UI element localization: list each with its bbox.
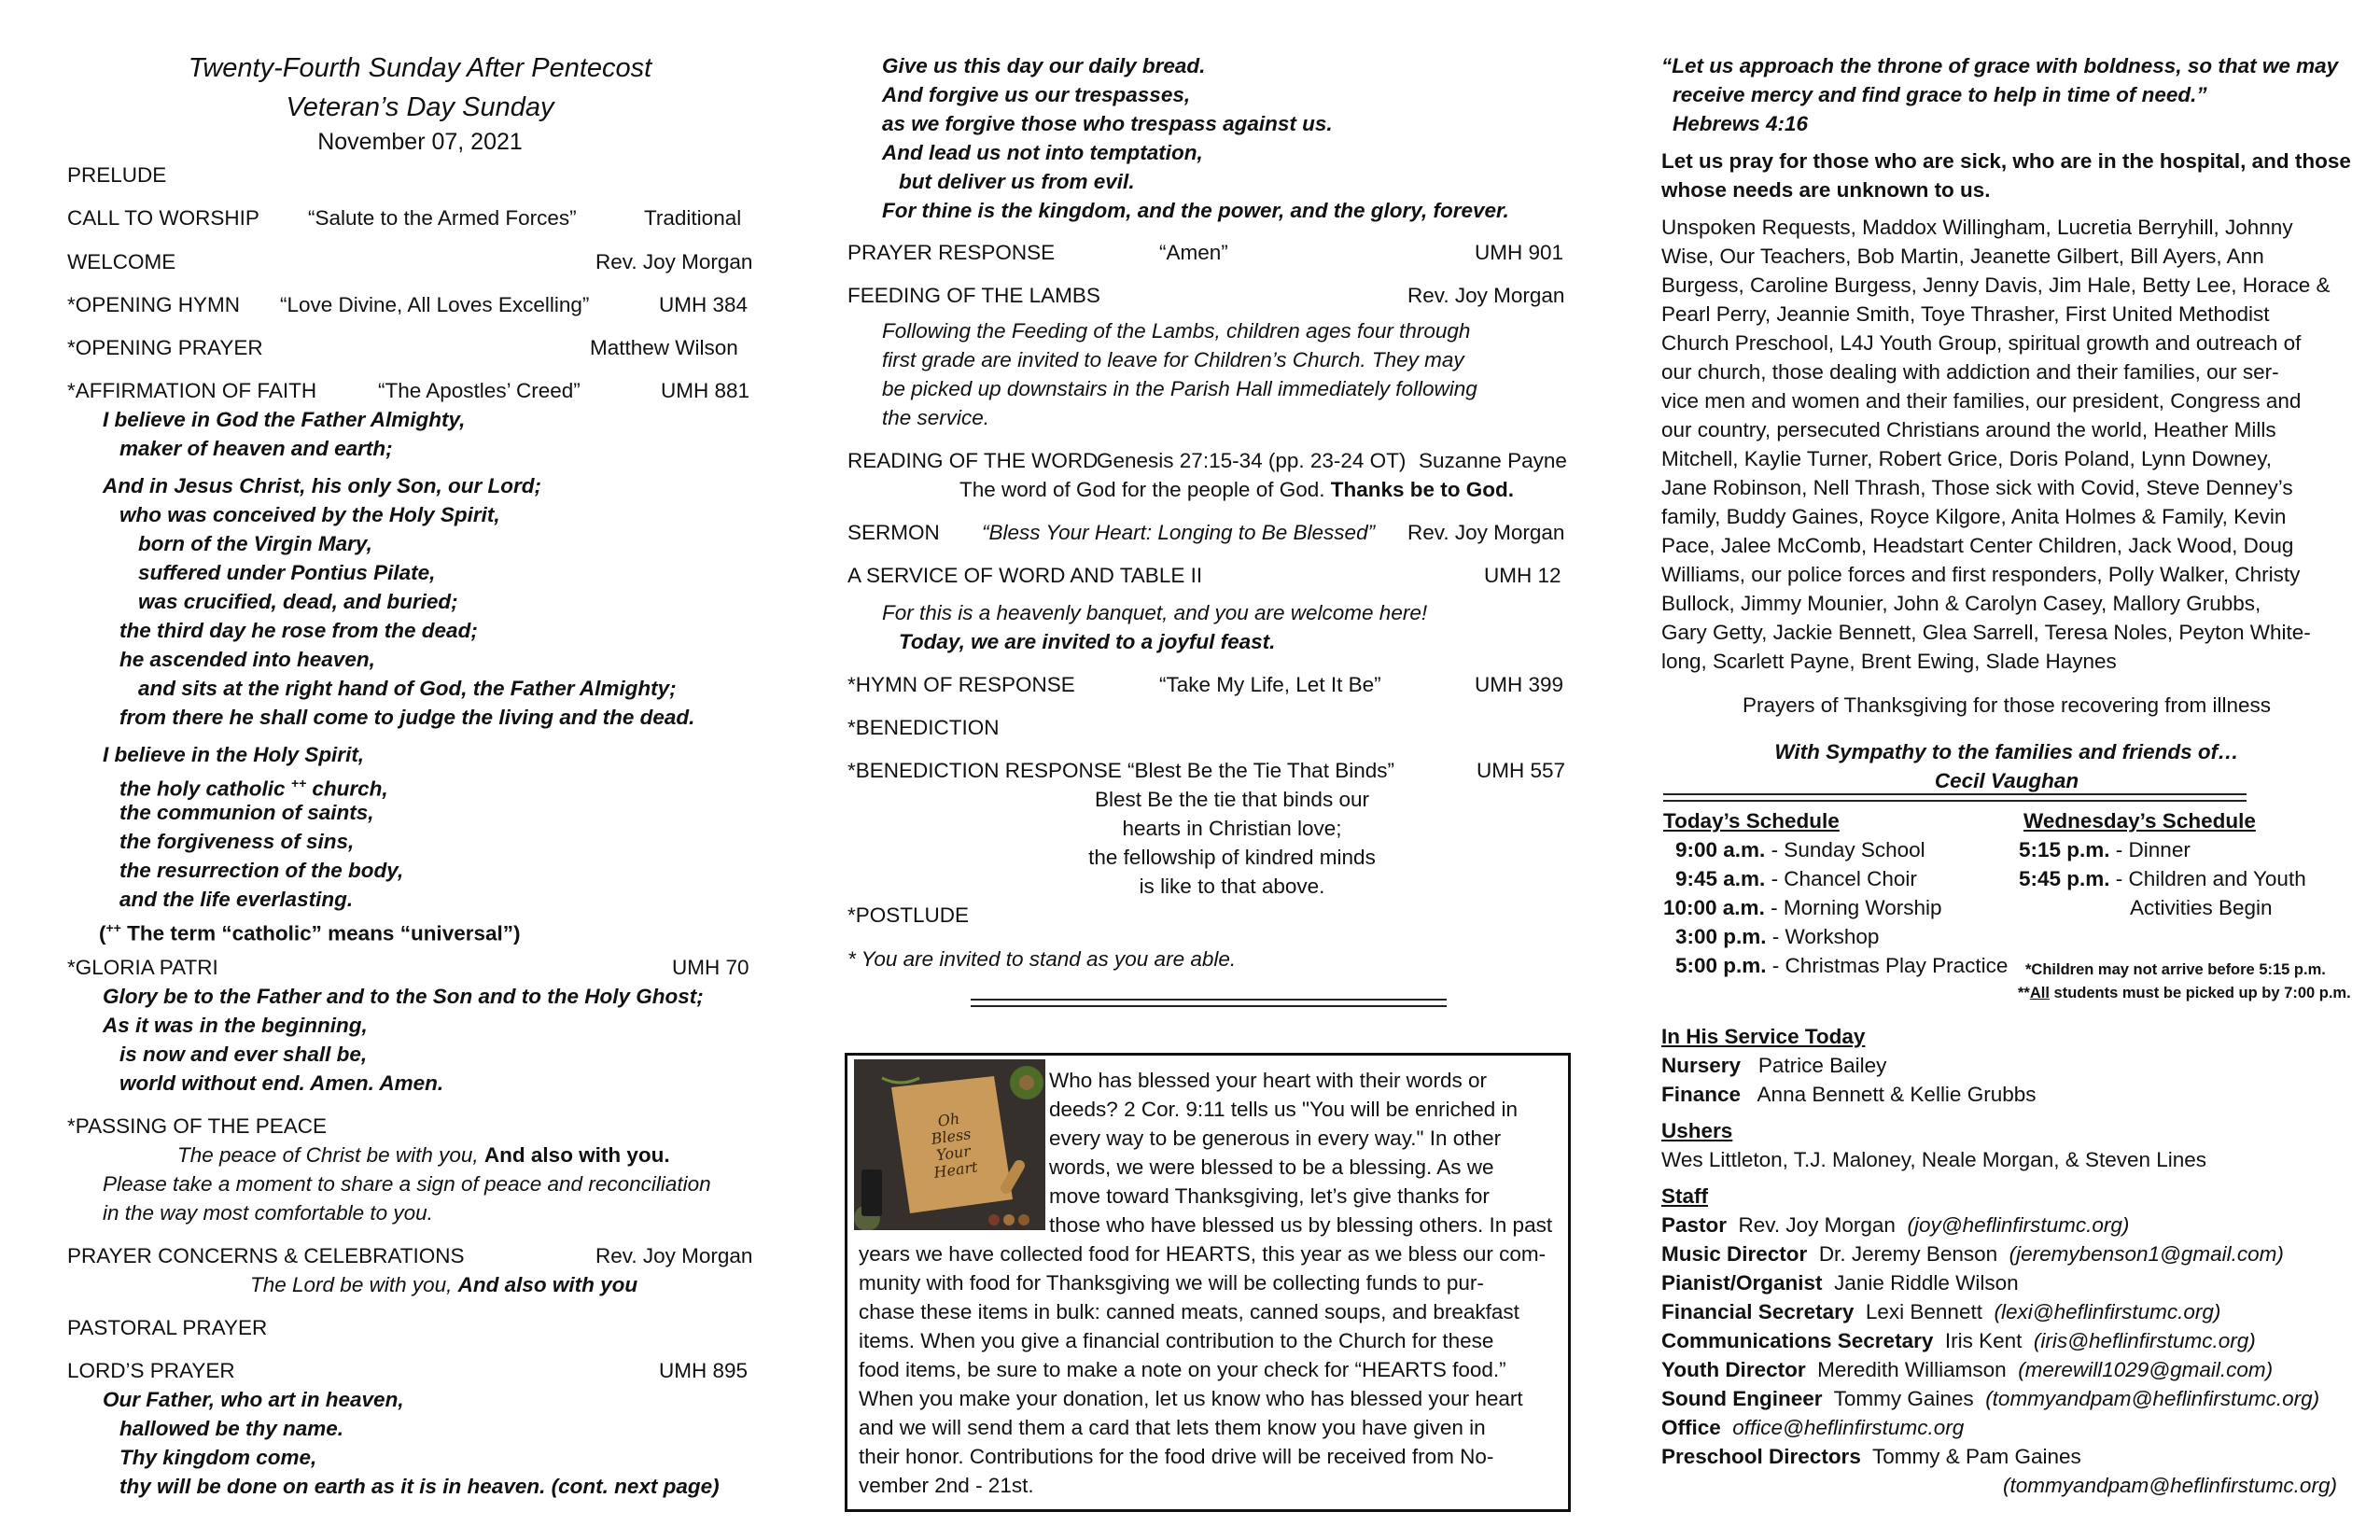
staff-email: (tommyandpam@heflinfirstumc.org) <box>1985 1387 2320 1410</box>
verse-line: “Let us approach the throne of grace with boldness, so that we may <box>1661 54 2339 77</box>
sermon-title: “Bless Your Heart: Longing to Be Blessed” <box>982 521 1376 544</box>
cutting-board-photo <box>854 1059 1045 1230</box>
lords-prayer-line: but deliver us from evil. <box>899 170 1135 193</box>
bulletin-date: November 07, 2021 <box>317 129 523 155</box>
feeding-line: be picked up downstairs in the Parish Hall immediately following <box>882 377 1477 400</box>
schedule-note: *Children may not arrive before 5:15 p.m. <box>2025 961 2326 978</box>
welcome-leader: Rev. Joy Morgan <box>595 250 753 273</box>
hearts-text-line: food items, be sure to make a note on your check for “HEARTS food.” <box>859 1358 1506 1381</box>
lords-prayer-line: Our Father, who art in heaven, <box>103 1388 404 1411</box>
prayer-names-line: Unspoken Requests, Maddox Willingham, Lucretia Berryhill, Johnny <box>1661 216 2293 239</box>
staff-role: Pianist/Organist <box>1661 1271 1823 1295</box>
lords-prayer-line: And lead us not into temptation, <box>882 141 1203 164</box>
service-number: UMH 12 <box>1484 564 1561 587</box>
bene-lyric: hearts in Christian love; <box>1122 817 1342 840</box>
prayer-names-line: Pearl Perry, Jeannie Smith, Toye Thrasher, First United Methodist <box>1661 302 2270 326</box>
gloria-line: As it was in the beginning, <box>103 1014 368 1037</box>
thanksgiving-line: Prayers of Thanksgiving for those recovering from illness <box>1742 693 2272 717</box>
hearts-text-line: every way to be generous in every way." In other <box>1049 1127 1502 1150</box>
staff-role: Office <box>1661 1416 1721 1439</box>
concerns-leader: Rev. Joy Morgan <box>595 1244 753 1267</box>
concerns-call: The Lord be with you, <box>250 1273 458 1296</box>
schedule-time: 9:45 a.m. <box>1675 867 1766 890</box>
schedule-desc: - Chancel Choir <box>1765 867 1917 890</box>
schedule-row <box>2019 835 2191 864</box>
schedule-desc-cont: Activities Begin <box>2130 896 2273 919</box>
creed-line: suffered under Pontius Pilate, <box>138 561 436 584</box>
gloria-label: *GLORIA PATRI <box>67 956 218 979</box>
ushers-heading: Ushers <box>1661 1119 1733 1142</box>
service-row <box>1661 1051 1886 1080</box>
affirmation-label: *AFFIRMATION OF FAITH <box>67 379 317 402</box>
hearts-text-line: chase these items in bulk: canned meats, canned soups, and breakfast <box>859 1300 1519 1323</box>
schedule-row <box>1675 922 1879 951</box>
board-word: Bless <box>930 1125 973 1148</box>
footnote-text: The term “catholic” means “universal”) <box>120 921 521 945</box>
lords-prayer-line: as we forgive those who trespass against us. <box>882 112 1333 135</box>
creed-line: the forgiveness of sins, <box>119 830 355 853</box>
staff-email: (joy@heflinfirstumc.org) <box>1907 1213 2130 1237</box>
hearts-text-line: those who have blessed us by blessing others. In past <box>1049 1213 1553 1237</box>
call-to-worship-label: CALL TO WORSHIP <box>67 206 259 230</box>
section-divider <box>971 999 1447 1007</box>
hearts-text-line: Who has blessed your heart with their words or <box>1049 1069 1487 1092</box>
schedule-time: 10:00 a.m. <box>1663 896 1765 919</box>
reading-passage: Genesis 27:15-34 (pp. 23-24 OT) <box>1097 449 1407 472</box>
staff-name: Tommy & Pam Gaines <box>1871 1445 2081 1468</box>
ushers-list: Wes Littleton, T.J. Maloney, Neale Morgan, & Steven Lines <box>1661 1148 2207 1171</box>
lords-prayer-line: hallowed be thy name. <box>119 1417 344 1440</box>
schedule-time: 5:15 p.m. <box>2019 838 2110 861</box>
lords-prayer-line: Give us this day our daily bread. <box>882 54 1206 77</box>
gloria-line: is now and ever shall be, <box>119 1043 368 1066</box>
staff-row <box>1661 1268 2019 1297</box>
prayer-response-title: “Amen” <box>1159 241 1228 264</box>
prelude: PRELUDE <box>67 163 167 187</box>
staff-row <box>1661 1211 2129 1239</box>
staff-email: office@heflinfirstumc.org <box>1732 1416 1965 1439</box>
service-person: Anna Bennett & Kellie Grubbs <box>1757 1083 2037 1106</box>
hymn-response-number: UMH 399 <box>1475 673 1564 696</box>
staff-email: (jeremybenson1@gmail.com) <box>2009 1242 2284 1266</box>
prayer-names-line: family, Buddy Gaines, Royce Kilgore, Anita Holmes & Family, Kevin <box>1661 505 2287 528</box>
schedule-desc: - Children and Youth <box>2109 867 2306 890</box>
gloria-number: UMH 70 <box>672 956 749 979</box>
stand-note: * You are invited to stand as you are able. <box>847 947 1237 971</box>
note-prefix: ** <box>2018 985 2030 1001</box>
bulletin-subtitle: Veteran’s Day Sunday <box>286 92 554 122</box>
affirmation-title: “The Apostles’ Creed” <box>378 379 581 402</box>
schedule-row <box>1675 864 1917 893</box>
bene-response-label: *BENEDICTION RESPONSE <box>847 759 1122 782</box>
benediction: *BENEDICTION <box>847 716 1000 739</box>
hearts-text-line: words, we were blessed to be a blessing. As we <box>1049 1155 1494 1179</box>
creed-line: the third day he rose from the dead; <box>119 619 478 642</box>
creed-line: from there he shall come to judge the living and the dead. <box>119 706 695 729</box>
wednesday-schedule-heading: Wednesday’s Schedule <box>2023 809 2256 833</box>
peace-call: The peace of Christ be with you, <box>177 1143 484 1167</box>
reading-call: The word of God for the people of God. <box>959 478 1331 501</box>
prayer-names-line: vice men and women and their families, our president, Congress and <box>1661 389 2302 413</box>
hearts-text-line: move toward Thanksgiving, let’s give thanks for <box>1049 1184 1490 1208</box>
prayer-names-line: Mitchell, Kaylie Turner, Robert Grice, Doris Poland, Lynn Downey, <box>1661 447 2273 470</box>
note-emphasis: All <box>2029 985 2050 1001</box>
gloria-line: world without end. Amen. Amen. <box>119 1071 444 1095</box>
schedule-row <box>1675 835 1925 864</box>
creed-text: the holy catholic <box>119 777 286 801</box>
service-answer: Today, we are invited to a joyful feast. <box>899 630 1276 653</box>
staff-name: Lexi Bennett <box>1865 1300 1982 1323</box>
creed-line: I believe in the Holy Spirit, <box>103 743 365 766</box>
call-to-worship-source: Traditional <box>644 206 742 230</box>
concerns-response <box>250 1270 637 1299</box>
prayer-names-line: Church Preschool, L4J Youth Group, spiritual growth and outreach of <box>1661 331 2302 355</box>
pastoral-prayer: PASTORAL PRAYER <box>67 1316 268 1339</box>
bene-response-number: UMH 557 <box>1477 759 1566 782</box>
schedule-time: 3:00 p.m. <box>1675 925 1767 948</box>
schedule-time: 5:00 p.m. <box>1675 954 1767 977</box>
staff-name: Tommy Gaines <box>1833 1387 1974 1410</box>
staff-row <box>1661 1413 1964 1442</box>
opening-prayer-leader: Matthew Wilson <box>590 336 738 359</box>
prayer-intro: Let us pray for those who are sick, who are in the hospital, and those <box>1661 149 2351 173</box>
staff-name: Rev. Joy Morgan <box>1738 1213 1896 1237</box>
verse-reference: Hebrews 4:16 <box>1673 112 1809 135</box>
service-today-heading: In His Service Today <box>1661 1025 1866 1048</box>
board-word: Heart <box>932 1157 979 1182</box>
prayer-names-line: Jane Robinson, Nell Thrash, Those sick with Covid, Steve Denney’s <box>1661 476 2293 499</box>
service-person: Patrice Bailey <box>1757 1054 1887 1077</box>
peace-instruction: in the way most comfortable to you. <box>103 1201 433 1225</box>
note-text: students must be picked up by 7:00 p.m. <box>2049 985 2351 1001</box>
staff-row <box>1661 1326 2256 1355</box>
gloria-line: Glory be to the Father and to the Son and to the Holy Ghost; <box>103 985 704 1008</box>
creed-line: and the life everlasting. <box>119 888 354 911</box>
hearts-text-line: deeds? 2 Cor. 9:11 tells us "You will be enriched in <box>1049 1098 1519 1121</box>
opening-hymn-title: “Love Divine, All Loves Excelling” <box>280 293 590 316</box>
bene-lyric: Blest Be the tie that binds our <box>1095 788 1369 811</box>
staff-email: (lexi@heflinfirstumc.org) <box>1994 1300 2221 1323</box>
sympathy-line: With Sympathy to the families and friends of… <box>1774 740 2239 763</box>
prayer-names-line: Bullock, Jimmy Mounier, John & Carolyn Casey, Mallory Grubbs, <box>1661 592 2261 615</box>
prayer-names-line: long, Scarlett Payne, Brent Ewing, Slade Haynes <box>1661 650 2117 673</box>
staff-row <box>1661 1442 2081 1471</box>
staff-row <box>1661 1384 2319 1413</box>
service-role: Finance <box>1661 1083 1742 1106</box>
creed-line: who was conceived by the Holy Spirit, <box>119 503 500 526</box>
peace-label: *PASSING OF THE PEACE <box>67 1114 327 1138</box>
hearts-text-line: vember 2nd - 21st. <box>859 1474 1034 1497</box>
staff-row <box>1661 1239 2284 1268</box>
feeding-label: FEEDING OF THE LAMBS <box>847 284 1100 307</box>
staff-name: Iris Kent <box>1944 1329 2023 1352</box>
reading-reader: Suzanne Payne <box>1419 449 1567 472</box>
prayer-names-line: our country, persecuted Christians around the world, Heather Mills <box>1661 418 2276 441</box>
lords-prayer-line: And forgive us our trespasses, <box>882 83 1191 106</box>
staff-name: Janie Riddle Wilson <box>1834 1271 2019 1295</box>
creed-line: was crucified, dead, and buried; <box>138 590 458 613</box>
preschool-email: (tommyandpam@heflinfirstumc.org) <box>2003 1474 2337 1497</box>
sermon-label: SERMON <box>847 521 940 544</box>
today-schedule-heading: Today’s Schedule <box>1663 809 1840 833</box>
footnote-mark: ++ <box>105 920 121 935</box>
creed-line: And in Jesus Christ, his only Son, our Lord; <box>103 474 542 497</box>
creed-line: and sits at the right hand of God, the Father Almighty; <box>138 677 677 700</box>
section-divider <box>1663 793 2247 802</box>
staff-role: Sound Engineer <box>1661 1387 1823 1410</box>
prayer-names-line: Wise, Our Teachers, Bob Martin, Jeanette Gilbert, Bill Ayers, Ann <box>1661 245 2264 268</box>
schedule-time: 5:45 p.m. <box>2019 867 2110 890</box>
staff-role: Music Director <box>1661 1242 1808 1266</box>
call-to-worship-title: “Salute to the Armed Forces” <box>308 206 577 230</box>
prayer-names-line: Pace, Jalee McComb, Headstart Center Children, Jack Wood, Doug <box>1661 534 2294 557</box>
creed-line: he ascended into heaven, <box>119 648 375 671</box>
concerns-label: PRAYER CONCERNS & CELEBRATIONS <box>67 1244 465 1267</box>
feeding-line: first grade are invited to leave for Children’s Church. They may <box>882 348 1464 371</box>
schedule-row <box>1663 893 1941 922</box>
schedule-desc: - Dinner <box>2109 838 2191 861</box>
staff-heading: Staff <box>1661 1184 1708 1208</box>
lords-prayer-number: UMH 895 <box>659 1359 749 1382</box>
staff-role: Preschool Directors <box>1661 1445 1861 1468</box>
staff-role: Communications Secretary <box>1661 1329 1934 1352</box>
lords-prayer-line: Thy kingdom come, <box>119 1446 317 1469</box>
schedule-desc: - Workshop <box>1766 925 1880 948</box>
hearts-text-line: When you make your donation, let us know who has blessed your heart <box>859 1387 1523 1410</box>
reading-answer: Thanks be to God. <box>1330 478 1515 501</box>
schedule-desc: - Morning Worship <box>1764 896 1942 919</box>
bene-lyric: the fellowship of kindred minds <box>1088 846 1376 869</box>
service-row <box>1661 1080 2037 1109</box>
opening-hymn-number: UMH 384 <box>659 293 749 316</box>
board-word: Oh <box>936 1109 961 1130</box>
prayer-names-line: Burgess, Caroline Burgess, Jenny Davis, Jim Hale, Betty Lee, Horace & <box>1661 273 2331 297</box>
reading-label: READING OF THE WORD <box>847 449 1099 472</box>
service-call: For this is a heavenly banquet, and you are welcome here! <box>882 601 1428 624</box>
bene-response-title: “Blest Be the Tie That Binds” <box>1127 759 1394 782</box>
staff-name: Dr. Jeremy Benson <box>1818 1242 1998 1266</box>
service-label: A SERVICE OF WORD AND TABLE II <box>847 564 1203 587</box>
bene-lyric: is like to that above. <box>1139 875 1325 898</box>
staff-role: Youth Director <box>1661 1358 1806 1381</box>
schedule-row <box>2019 864 2306 893</box>
hearts-text-line: years we have collected food for HEARTS, this year as we bless our com- <box>859 1242 1547 1266</box>
catholic-footnote <box>99 914 521 948</box>
staff-role: Financial Secretary <box>1661 1300 1855 1323</box>
hearts-text-line: munity with food for Thanksgiving we will be collecting funds to pur- <box>859 1271 1484 1295</box>
reading-response <box>959 475 1514 504</box>
peace-answer: And also with you. <box>483 1143 670 1167</box>
feeding-line: the service. <box>882 406 990 429</box>
service-role: Nursery <box>1661 1054 1742 1077</box>
schedule-time: 9:00 a.m. <box>1675 838 1766 861</box>
sympathy-name: Cecil Vaughan <box>1934 769 2079 792</box>
creed-line: born of the Virgin Mary, <box>138 532 372 555</box>
staff-role: Pastor <box>1661 1213 1728 1237</box>
creed-line: I believe in God the Father Almighty, <box>103 408 466 431</box>
welcome-label: WELCOME <box>67 250 176 273</box>
feeding-leader: Rev. Joy Morgan <box>1407 284 1565 307</box>
hearts-text-line: their honor. Contributions for the food drive will be received from No- <box>859 1445 1494 1468</box>
sermon-preacher: Rev. Joy Morgan <box>1407 521 1565 544</box>
prayer-names-line: our church, those dealing with addiction and their families, our ser- <box>1661 360 2279 384</box>
peace-response <box>177 1141 670 1169</box>
staff-row <box>1661 1355 2273 1384</box>
creed-line: the resurrection of the body, <box>119 859 404 882</box>
feeding-line: Following the Feeding of the Lambs, children ages four through <box>882 319 1471 343</box>
affirmation-number: UMH 881 <box>661 379 750 402</box>
hymn-response-label: *HYMN OF RESPONSE <box>847 673 1075 696</box>
prayer-names-line: Gary Getty, Jackie Bennett, Glea Sarrell, Teresa Noles, Peyton White- <box>1661 621 2311 644</box>
schedule-desc: - Sunday School <box>1765 838 1925 861</box>
lords-prayer-label: LORD’S PRAYER <box>67 1359 235 1382</box>
lords-prayer-line: For thine is the kingdom, and the power, and the glory, forever. <box>882 199 1509 222</box>
creed-text: church, <box>306 777 388 801</box>
schedule-desc: - Christmas Play Practice <box>1766 954 2009 977</box>
footnote-mark: ++ <box>290 776 307 791</box>
hearts-text-line: items. When you give a financial contribution to the Church for these <box>859 1329 1494 1352</box>
creed-line: the communion of saints, <box>119 801 374 824</box>
opening-hymn-label: *OPENING HYMN <box>67 293 241 316</box>
staff-name: Meredith Williamson <box>1817 1358 2007 1381</box>
schedule-row <box>1675 951 2008 980</box>
prayer-names-line: Williams, our police forces and first responders, Polly Walker, Christy <box>1661 563 2301 586</box>
prayer-response-label: PRAYER RESPONSE <box>847 241 1056 264</box>
opening-prayer-label: *OPENING PRAYER <box>67 336 263 359</box>
hymn-response-title: “Take My Life, Let It Be” <box>1159 673 1381 696</box>
staff-email: (iris@heflinfirstumc.org) <box>2033 1329 2256 1352</box>
prayer-response-number: UMH 901 <box>1475 241 1564 264</box>
schedule-note <box>2018 979 2351 1008</box>
peace-instruction: Please take a moment to share a sign of peace and reconciliation <box>103 1172 711 1196</box>
verse-line: receive mercy and find grace to help in time of need.” <box>1673 83 2207 106</box>
hearts-text-line: and we will send them a card that lets them know you have given in <box>859 1416 1486 1439</box>
creed-line: maker of heaven and earth; <box>119 437 393 460</box>
concerns-answer: And also with you <box>457 1273 638 1296</box>
board-word: Your <box>934 1141 972 1165</box>
postlude: *POSTLUDE <box>847 903 970 927</box>
bulletin-title: Twenty-Fourth Sunday After Pentecost <box>188 53 652 83</box>
staff-email: (merewill1029@gmail.com) <box>2018 1358 2274 1381</box>
footnote-open: ( <box>99 921 106 945</box>
staff-row <box>1661 1297 2220 1326</box>
prayer-intro: whose needs are unknown to us. <box>1661 178 1991 202</box>
lords-prayer-line: thy will be done on earth as it is in heaven. (cont. next page) <box>119 1475 720 1498</box>
